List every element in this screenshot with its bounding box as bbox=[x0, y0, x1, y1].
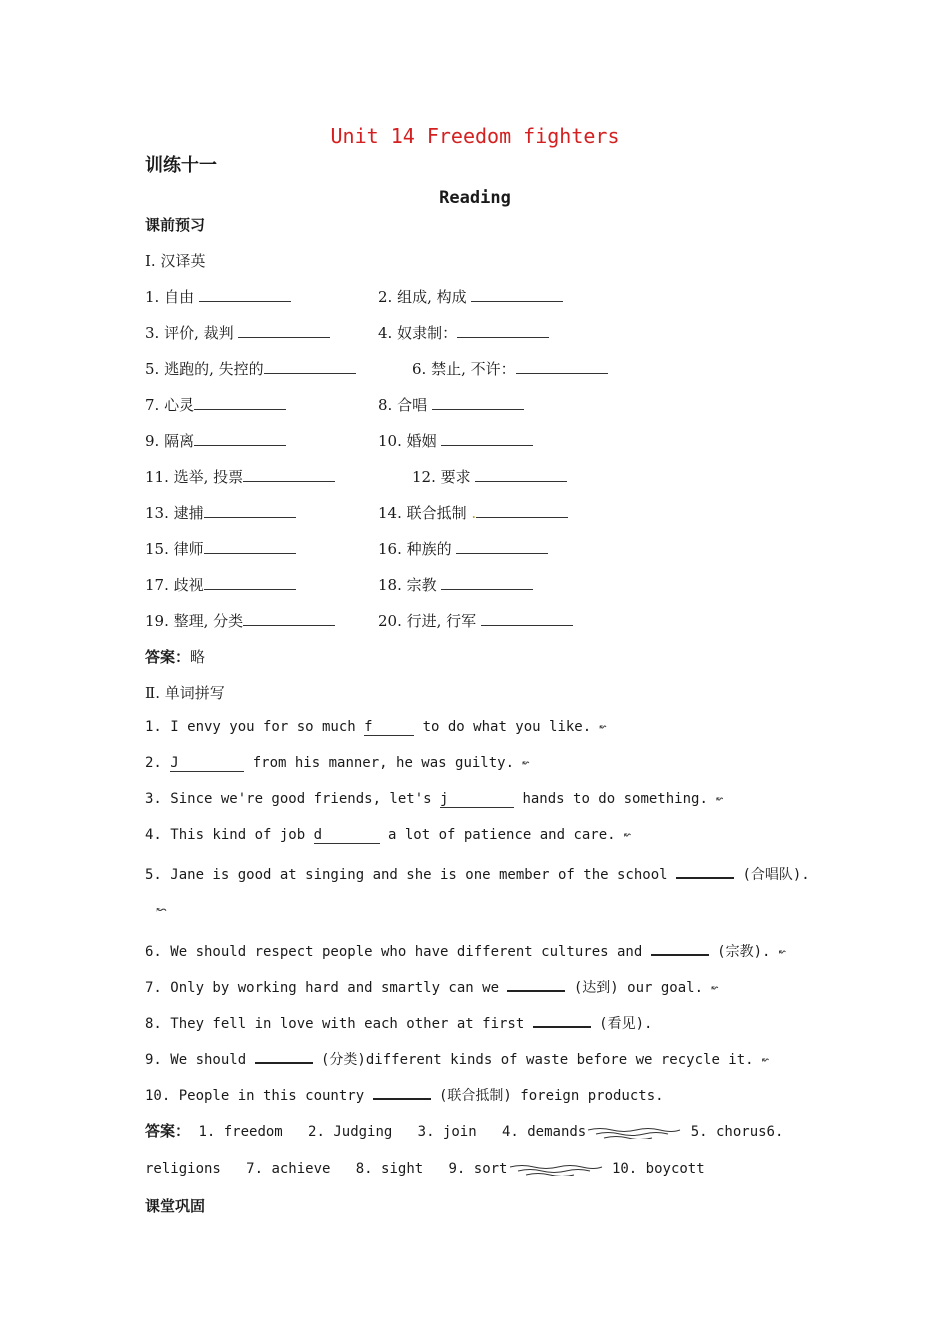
mark-icon: ↜ bbox=[711, 981, 719, 996]
vocab-item: 4. 奴隶制： bbox=[378, 322, 549, 343]
document-title: Unit 14 Freedom fighters bbox=[330, 124, 620, 148]
training-heading: 训练十一 bbox=[145, 155, 217, 176]
mark-icon: ↜ bbox=[715, 792, 724, 807]
wave-mark-icon bbox=[508, 1162, 604, 1176]
part2-heading: Ⅱ. 单词拼写 bbox=[145, 684, 225, 702]
vocab-item: 7. 心灵 bbox=[145, 394, 286, 415]
vocab-item: 16. 种族的 bbox=[378, 538, 548, 559]
vocab-item: 19. 整理, 分类 bbox=[145, 610, 335, 631]
spelling-question-7: 7. Only by working hard and smartly can we (达到) our goal. ↜ bbox=[145, 976, 719, 997]
vocab-item: 12. 要求 bbox=[412, 466, 567, 487]
mark-icon: ↜ bbox=[599, 720, 607, 735]
vocab-item: 2. 组成, 构成 bbox=[378, 286, 563, 307]
mark-icon: ↜ bbox=[522, 756, 530, 771]
consolidate-heading: 课堂巩固 bbox=[145, 1197, 206, 1215]
vocab-item: 11. 选举, 投票 bbox=[145, 466, 335, 487]
mark-icon: ↜ bbox=[623, 828, 632, 843]
spelling-question-3: 3. Since we're good friends, let's j hands to do something. ↜ bbox=[145, 791, 724, 807]
spelling-question-6: 6. We should respect people who have different cultures and (宗教). ↜ bbox=[145, 940, 786, 961]
spelling-question-1: 1. I envy you for so much f to do what you like. ↜ bbox=[145, 719, 607, 735]
mark-icon: ↜ bbox=[761, 1053, 770, 1068]
vocab-item: 10. 婚姻 bbox=[378, 430, 533, 451]
vocab-item: 3. 评价, 裁判 bbox=[145, 322, 330, 343]
reading-heading: Reading bbox=[439, 188, 511, 208]
spelling-question-9: 9. We should (分类)different kinds of waste before we recycle it. ↜ bbox=[145, 1048, 769, 1069]
vocab-item: 1. 自由 bbox=[145, 286, 291, 307]
wave-mark-icon bbox=[586, 1125, 682, 1139]
part1-answer: 答案：略 bbox=[145, 648, 206, 666]
part1-heading: Ⅰ. 汉译英 bbox=[145, 252, 206, 270]
mark-icon: ↜ bbox=[156, 903, 167, 918]
vocab-item: 6. 禁止, 不许： bbox=[412, 358, 608, 379]
spelling-question-2: 2. J from his manner, he was guilty. ↜ bbox=[145, 755, 530, 771]
spelling-question-8: 8. They fell in love with each other at first (看见). bbox=[145, 1012, 652, 1033]
vocab-item: 20. 行进, 行军 bbox=[378, 610, 573, 631]
vocab-item: 5. 逃跑的, 失控的 bbox=[145, 358, 356, 379]
vocab-item: 9. 隔离 bbox=[145, 430, 286, 451]
preview-heading: 课前预习 bbox=[145, 216, 206, 234]
spelling-question-5: 5. Jane is good at singing and she is one member of the school (合唱队). bbox=[145, 863, 810, 884]
spelling-question-10: 10. People in this country (联合抵制) foreign products. bbox=[145, 1084, 664, 1105]
mark-icon: ↜ bbox=[778, 945, 787, 960]
part2-answer-line-1: 答案： 1. freedom 2. Judging 3. join 4. demands 5. chorus6. bbox=[145, 1122, 784, 1140]
vocab-item: 18. 宗教 bbox=[378, 574, 533, 595]
vocab-item: 8. 合唱 bbox=[378, 394, 524, 415]
spelling-question-4: 4. This kind of job d a lot of patience and care. ↜ bbox=[145, 827, 632, 843]
vocab-item: 17. 歧视 bbox=[145, 574, 296, 595]
part2-answer-line-2: religions 7. achieve 8. sight 9. sort 10. boycott bbox=[145, 1161, 705, 1177]
vocab-item: 13. 逮捕 bbox=[145, 502, 296, 523]
vocab-item: 15. 律师 bbox=[145, 538, 296, 559]
vocab-item: 14. 联合抵制 . bbox=[378, 502, 568, 523]
